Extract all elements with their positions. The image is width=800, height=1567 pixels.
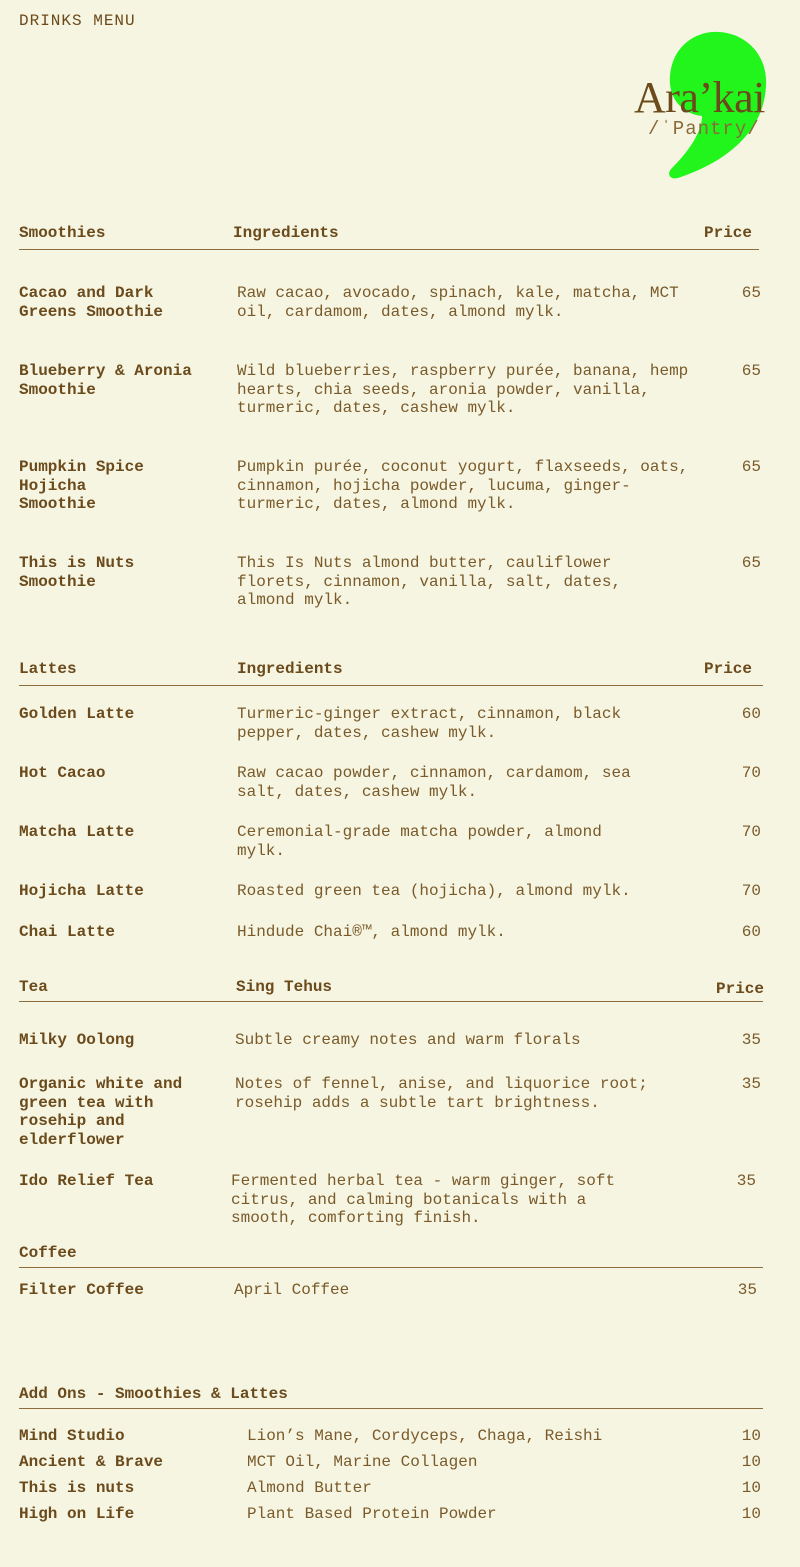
addon-description: MCT Oil, Marine Collagen: [247, 1453, 478, 1471]
item-price: 65: [741, 458, 761, 476]
addons-header: Add Ons - Smoothies & Lattes: [19, 1385, 288, 1403]
item-price: 65: [741, 554, 761, 572]
item-description: April Coffee: [234, 1281, 350, 1299]
item-price: 65: [741, 284, 761, 302]
brand-name: Ara’kai: [634, 73, 765, 122]
item-name: Organic white and green tea with rosehip and elderflower: [19, 1075, 183, 1149]
item-name: Blueberry & Aronia Smoothie: [19, 362, 192, 399]
item-description: Roasted green tea (hojicha), almond mylk.: [237, 882, 631, 900]
item-name: Pumpkin Spice Hojicha Smoothie: [19, 458, 144, 513]
brand-pronunciation: /ˈPantry/: [648, 118, 760, 140]
item-name: Hojicha Latte: [19, 882, 144, 900]
divider: [19, 1267, 763, 1268]
item-description: Hindude Chai®™, almond mylk.: [237, 923, 506, 941]
item-name: Golden Latte: [19, 705, 135, 723]
addon-name: High on Life: [19, 1505, 135, 1523]
item-description: Subtle creamy notes and warm florals: [235, 1031, 581, 1049]
item-name: Chai Latte: [19, 923, 116, 941]
addon-description: Almond Butter: [247, 1479, 372, 1497]
item-price: 60: [741, 923, 761, 941]
item-description: This Is Nuts almond butter, cauliflower florets, cinnamon, vanilla, salt, dates, almond mylk.: [237, 554, 622, 609]
item-price: 70: [741, 823, 761, 841]
addon-description: Plant Based Protein Powder: [247, 1505, 497, 1523]
smoothies-ingredients-header: Ingredients: [233, 224, 339, 242]
item-description: Fermented herbal tea - warm ginger, soft citrus, and calming botanicals with a smooth, comforting finish.: [231, 1172, 616, 1227]
tea-price-header: Price: [716, 980, 765, 998]
addon-name: Mind Studio: [19, 1427, 125, 1445]
divider: [19, 685, 763, 686]
item-description: Wild blueberries, raspberry purée, banana, hemp hearts, chia seeds, aronia powder, vanilla, turmeric, dates, cashew mylk.: [237, 362, 689, 417]
lattes-ingredients-header: Ingredients: [237, 660, 343, 678]
item-price: 35: [737, 1281, 757, 1299]
item-price: 65: [741, 362, 761, 380]
addon-price: 10: [741, 1453, 761, 1471]
addon-name: Ancient & Brave: [19, 1453, 164, 1471]
addon-price: 10: [741, 1427, 761, 1445]
lattes-price-header: Price: [704, 660, 753, 678]
divider: [19, 1408, 763, 1409]
item-price: 70: [741, 882, 761, 900]
item-price: 70: [741, 764, 761, 782]
item-price: 35: [741, 1031, 761, 1049]
item-price: 60: [741, 705, 761, 723]
addon-name: This is nuts: [19, 1479, 135, 1497]
item-name: Hot Cacao: [19, 764, 106, 782]
item-name: Filter Coffee: [19, 1281, 144, 1299]
item-name: Milky Oolong: [19, 1031, 135, 1049]
smoothies-price-header: Price: [704, 224, 753, 242]
item-name: Matcha Latte: [19, 823, 135, 841]
item-price: 35: [736, 1172, 756, 1190]
item-name: Ido Relief Tea: [19, 1172, 154, 1190]
item-description: Raw cacao powder, cinnamon, cardamom, sea salt, dates, cashew mylk.: [237, 764, 631, 801]
brand-logo: [620, 26, 790, 186]
lattes-header: Lattes: [19, 660, 77, 678]
item-name: This is Nuts Smoothie: [19, 554, 135, 591]
item-description: Raw cacao, avocado, spinach, kale, matcha, MCT oil, cardamom, dates, almond mylk.: [237, 284, 679, 321]
divider: [19, 1001, 763, 1002]
item-description: Turmeric-ginger extract, cinnamon, black pepper, dates, cashew mylk.: [237, 705, 622, 742]
addon-description: Lion’s Mane, Cordyceps, Chaga, Reishi: [247, 1427, 603, 1445]
menu-label: DRINKS MENU: [19, 12, 136, 30]
item-price: 35: [741, 1075, 761, 1093]
item-description: Ceremonial-grade matcha powder, almond mylk.: [237, 823, 602, 860]
item-description: Notes of fennel, anise, and liquorice root; rosehip adds a subtle tart brightness.: [235, 1075, 648, 1112]
tea-supplier-header: Sing Tehus: [236, 978, 333, 996]
divider: [19, 249, 759, 250]
addon-price: 10: [741, 1505, 761, 1523]
addon-price: 10: [741, 1479, 761, 1497]
tea-header: Tea: [19, 978, 48, 996]
item-name: Cacao and Dark Greens Smoothie: [19, 284, 164, 321]
coffee-header: Coffee: [19, 1244, 77, 1262]
item-description: Pumpkin purée, coconut yogurt, flaxseeds, oats, cinnamon, hojicha powder, lucuma, ginger-turmeric, dates, almond mylk.: [237, 458, 689, 513]
smoothies-header: Smoothies: [19, 224, 106, 242]
